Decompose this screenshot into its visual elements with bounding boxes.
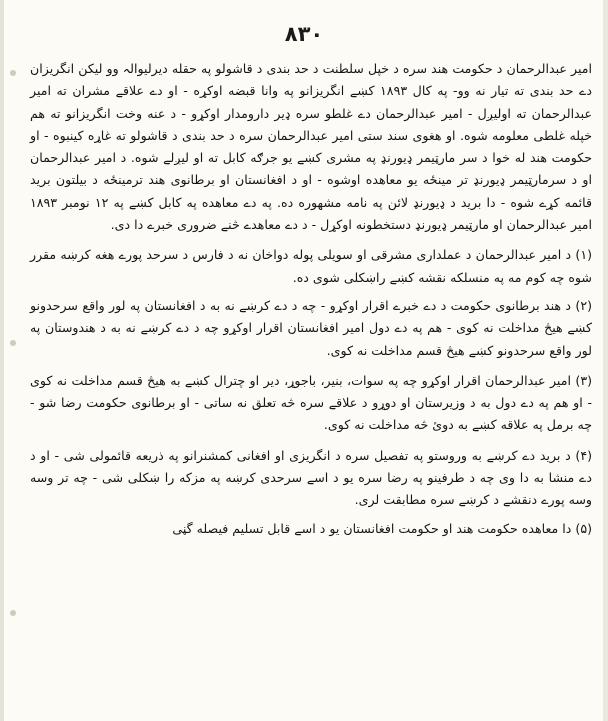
binding-hole-mark <box>10 70 16 76</box>
clause-4: (۴) د برید دے کرښے به وروستو په تفصیل سره د انگریزی او افغانی کمشنرانو په ذریعه قائمولی شی - او د دے منشا به دا وی چه د طرفینو په رضا سره یو د اسے سرحدی کرښه په مزکه را ښکلی شی - چه تر وسه وسه پورے دنقشے د کرښے سره مطابقت لری. <box>30 447 592 508</box>
page-number: ۸۳۰ <box>284 22 324 46</box>
clause-2: (۲) د هند برطانوی حکومت د دے خبرے اقرار اوکړو - چه د دے کرښے نه به د افغانستان په لور واقع سرحدونو کښے هیڅ مداخلت نه کوی - هم په دے دول امیر افغانستان اقرار اوکړو چه د دے کرښے نه به د هندوستان په لور واقع سرحدونو کښے هیڅ قسم مداخلت نه کوی. <box>30 297 592 358</box>
binding-hole-mark <box>10 610 16 616</box>
paragraph-intro: امیر عبدالرحمان د حکومت هند سره د خپل سلطنت د حد بندی د قاشولو په حقله دیرلیوالہ وو لیکن انگریزان دے حد بندی ته تیار نه وو- په کال ۱۸۹۳ کښے انگریزانو په وانا قبضه اوکړه - او دے علاقے مشران ته امیر عبدالرحمان ته اوليږل - امیر عبدالرحمان دے غلطو سره ډیر دارومدار اوکړو - د عنه وخت انگریزانو ته هم خپله غلطی معلومه شوه. او هغوی سند ستی امیر عبدالرحمان سره د حد بندی د قاشولو ته غاړه کینبوه - او حکومت هند له خوا د سر مارټیمر ډیورنډ په مشری کښے یو جرګه کابل ته او ليږلے شوه. د امیر عبدالرحمان او د سرمارټیمر ډیورنډ تر مینځه یو معاهده اوشوه - او د افغانستان او برطانوی هند ترمینځه د بیلتون برید قائمه کړے شوه - دا برید د ډیورنډ لائن په نامه مشهوره ده. په دے معاهده په کابل کښے په ۱۲ نومبر ۱۸۹۳ امیر عبدالرحمان او مارټیمر ډیورنډ دستخطونه اوکړل - د دے معاهدے څنے ضروری خبرے دا دی. <box>30 61 593 233</box>
page-body <box>30 58 592 540</box>
scan-edge-left <box>0 0 4 721</box>
clause-3: (۳) امیر عبدالرحمان اقرار اوکړو چه په سوات، بنیر، باجوړ، دیر او چترال کښے به هیڅ قسم مداخلت نه کوی - او هم په دے دول به د وزیرستان او دوړو د علاقے سره څه تعلق نه ساتی - او برطانوی حکومت رضا شو - چه برمل په علاقه کښے به دوئ څه مداخلت نه کوی. <box>30 372 592 433</box>
clause-1: (۱) د امیر عبدالرحمان د عملداری مشرقی او سویلی پوله دواخان نه د فارس د سرحد پورے هغه کرښه مقرر شوه چه کوم مه په منسلکه نقشه کښے راښکلی شوی ده. <box>30 247 592 285</box>
binding-hole-mark <box>10 340 16 346</box>
clause-5: (۵) دا معاهده حکومت هند او حکومت افغانستان یو د اسے قابل تسلیم فیصله گڼی <box>172 520 592 536</box>
scan-edge-right <box>603 0 608 721</box>
